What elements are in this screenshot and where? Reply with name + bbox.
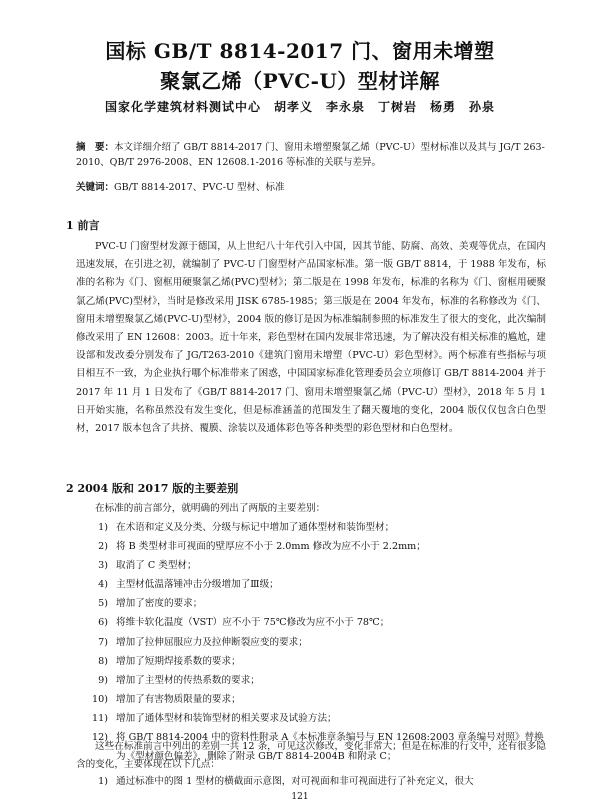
section-2-heading: 2 2004 版和 2017 版的主要差别 xyxy=(66,482,239,495)
keywords xyxy=(76,181,546,195)
difference-list xyxy=(76,518,546,766)
section-2-closing: 这些在标准前言中列出的差别一共 12 条，可见这次修改，变化非常大；但是在标准的行文中，还有很多隐含的变化，主要体现在以下几点： xyxy=(76,741,546,770)
list-item xyxy=(76,690,546,709)
list-item xyxy=(76,633,546,652)
list-item xyxy=(76,613,546,632)
list-item-number: 12) xyxy=(92,732,108,744)
list-item xyxy=(76,671,546,690)
list-item-number: 1) xyxy=(98,776,108,787)
list-item xyxy=(76,652,546,671)
list-item-text: 增加了主型材的传热系数的要求； xyxy=(116,674,260,686)
list-item-text: 将 B 类型材非可视面的壁厚应不小于 2.0mm 修改为应不小于 2.2mm； xyxy=(116,541,426,553)
list-item xyxy=(76,575,546,594)
list-item xyxy=(76,709,546,728)
list-item-number: 4) xyxy=(98,579,108,591)
list-item-number: 3) xyxy=(98,560,108,572)
keywords-text: GB/T 8814-2017、PVC-U 型材、标准 xyxy=(114,182,285,193)
section-2-intro: 在标准的前言部分，就明确的列出了两版的主要差别： xyxy=(95,503,326,514)
keywords-label: 关键词： xyxy=(76,182,115,193)
list-item-text: 取消了 C 类型材； xyxy=(116,560,197,572)
list-item xyxy=(76,518,546,537)
title-line-2: 聚氯乙烯（PVC-U）型材详解 xyxy=(160,69,440,93)
list-item xyxy=(76,594,546,613)
list-item-text: 主型材低温落锤冲击分级增加了Ⅲ级； xyxy=(116,579,279,591)
list-item xyxy=(76,537,546,556)
list-item-number: 10) xyxy=(92,693,108,705)
list-item-text: 通过标准中的图 1 型材的横截面示意图，对可视面和非可视面进行了补充定义，很大 xyxy=(116,776,474,787)
list-item-number: 6) xyxy=(98,617,108,629)
list-item-text: 增加了通体型材和装饰型材的相关要求及试验方法； xyxy=(116,712,337,724)
point-list xyxy=(76,772,546,791)
list-item-text: 将 GB/T 8814-2004 中的资料性附录 A《本标准章条编号与 EN 12608:2003 章条编号对照》替换为《型材颜色偏差》，删除了附录 GB/T 8814-2004B 和附录 C； xyxy=(116,732,544,763)
list-item-text: 将维卡软化温度（VST）应不小于 75℃修改为应不小于 78℃； xyxy=(116,617,390,629)
list-item-text: 在术语和定义及分类、分级与标记中增加了通体型材和装饰型材； xyxy=(116,522,395,533)
list-item xyxy=(76,556,546,575)
author-line: 国家化学建筑材料测试中心 胡孝义 李永泉 丁树岩 杨勇 孙泉 xyxy=(104,100,495,114)
list-item-number: 11) xyxy=(92,712,108,724)
list-item xyxy=(76,772,546,791)
list-item-text: 增加了拉伸屈服应力及拉伸断裂应变的要求； xyxy=(116,636,308,648)
section-1-heading: 1 前言 xyxy=(66,219,100,232)
page-number: 121 xyxy=(291,792,309,802)
list-item-number: 8) xyxy=(98,655,108,667)
title-line-1: 国标 GB/T 8814-2017 门、窗用未增塑 xyxy=(105,39,495,63)
list-item-number: 1) xyxy=(98,522,108,533)
list-item-number: 7) xyxy=(98,636,108,648)
list-item-number: 2) xyxy=(98,541,108,553)
abstract-text: 本文详细介绍了 GB/T 8814-2017 门、窗用未增塑聚氯乙烯（PVC-U）型材标准以及其与 JG/T 263-2010、QB/T 2976-2008、EN 12608.1-2016 等标准的关联与差异。 xyxy=(76,142,545,168)
abstract-label: 摘 要： xyxy=(76,142,115,153)
list-item-text: 增加了短期焊接系数的要求； xyxy=(116,655,241,667)
list-item-number: 9) xyxy=(98,674,108,686)
list-item-text: 增加了密度的要求； xyxy=(116,598,203,610)
list-item-text: 增加了有害物质限量的要求； xyxy=(116,693,241,705)
section-1-paragraph: PVC-U 门窗型材发源于德国，从上世纪八十年代引入中国，因其节能、防腐、高效、美观等优点，在国内迅速发展，在引进之初，就编制了 PVC-U 门窗型材产品国家标准。第一版 GB/T 8814，于 1988 年发布，标准的名称为《门、窗框用硬聚氯乙烯(PVC)型材》；第二版是在 1998 年发布，标准的名称为《门、窗框用硬聚氯乙烯(PVC)型材》，当时是修改采用 JISK 6785-1985；第三版是在 2004 年发布，标准的名称修改为《门、窗用未增塑聚氯乙烯(PVC-U)型材》，2004 版的修订是因为标准编制参照的标准发生了很大的变化，此次编制修改采用了 EN 12608：2003。近十年来，彩色型材在国内发展非常迅速，为了解决没有相关标准的尴尬，建设部和发改委分别发布了 JG/T263-2010《建筑门窗用未增塑（PVC-U）彩色型材》。两个标准有些指标与项目相互不一致，为企业执行哪个标准带来了困惑，中国国家标准化管理委员会立项修订 GB/T 8814-2004 并于 2017 年 11 月 1 日发布了《GB/T 8814-2017 门、窗用未增塑聚氯乙烯（PVC-U）型材》，2018 年 5 月 1 日开始实施，名称虽然没有发生变化，但是标准涵盖的范围发生了翻天覆地的变化，2004 版仅仅包含白色型材，2017 版本包含了共挤、覆膜、涂装以及通体彩色等各种类型的彩色型材和白色型材。 xyxy=(76,241,546,435)
abstract xyxy=(76,141,546,170)
list-item-number: 5) xyxy=(98,598,108,610)
